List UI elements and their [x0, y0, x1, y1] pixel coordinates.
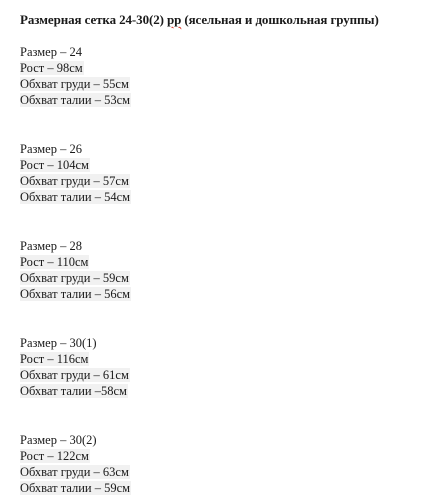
waist-text: Обхват талии – 53см: [20, 93, 131, 107]
waist-text: Обхват талии – 59см: [20, 481, 131, 495]
spacer: [20, 302, 440, 335]
height-line: [20, 351, 440, 367]
waist-text: Обхват талии – 56см: [20, 287, 131, 301]
size-block-28: [20, 238, 440, 302]
title-prefix: Размерная сетка 24-30(2): [20, 12, 167, 27]
document-page: [20, 11, 440, 496]
size-line: [20, 335, 440, 351]
chest-line: [20, 76, 440, 92]
size-line: [20, 44, 440, 60]
chest-line: [20, 367, 440, 383]
chest-line: [20, 173, 440, 189]
waist-text: Обхват талии – 54см: [20, 190, 131, 204]
height-text: Рост – 116см: [20, 352, 89, 366]
spacer: [20, 399, 440, 432]
height-text: Рост – 110см: [20, 255, 89, 269]
spacer: [20, 108, 440, 141]
size-text: Размер – 26: [20, 142, 82, 156]
size-block-24: [20, 44, 440, 108]
height-line: [20, 157, 440, 173]
waist-line: [20, 480, 440, 496]
chest-text: Обхват груди – 57см: [20, 174, 129, 188]
height-line: [20, 448, 440, 464]
chest-line: [20, 270, 440, 286]
chest-text: Обхват груди – 55см: [20, 77, 129, 91]
waist-line: [20, 92, 440, 108]
waist-line: [20, 286, 440, 302]
height-line: [20, 60, 440, 76]
size-text: Размер – 24: [20, 45, 82, 59]
size-block-30-1: [20, 335, 440, 399]
size-line: [20, 238, 440, 254]
height-text: Рост – 98см: [20, 61, 83, 75]
chest-text: Обхват груди – 59см: [20, 271, 129, 285]
size-block-26: [20, 141, 440, 205]
document-title: [20, 11, 440, 28]
title-suffix: (ясельная и дошкольная группы): [181, 12, 379, 27]
height-line: [20, 254, 440, 270]
chest-line: [20, 464, 440, 480]
size-line: [20, 432, 440, 448]
chest-text: Обхват груди – 61см: [20, 368, 129, 382]
spacer: [20, 205, 440, 238]
height-text: Рост – 122см: [20, 449, 89, 463]
size-block-30-2: [20, 432, 440, 496]
size-line: [20, 141, 440, 157]
waist-line: [20, 189, 440, 205]
waist-line: [20, 383, 440, 399]
waist-text: Обхват талии –58см: [20, 384, 127, 398]
size-text: Размер – 30(2): [20, 433, 97, 447]
size-text: Размер – 30(1): [20, 336, 97, 350]
title-marked-word: рр: [166, 12, 182, 27]
chest-text: Обхват груди – 63см: [20, 465, 129, 479]
size-text: Размер – 28: [20, 239, 82, 253]
height-text: Рост – 104см: [20, 158, 89, 172]
spacer: [20, 28, 440, 44]
